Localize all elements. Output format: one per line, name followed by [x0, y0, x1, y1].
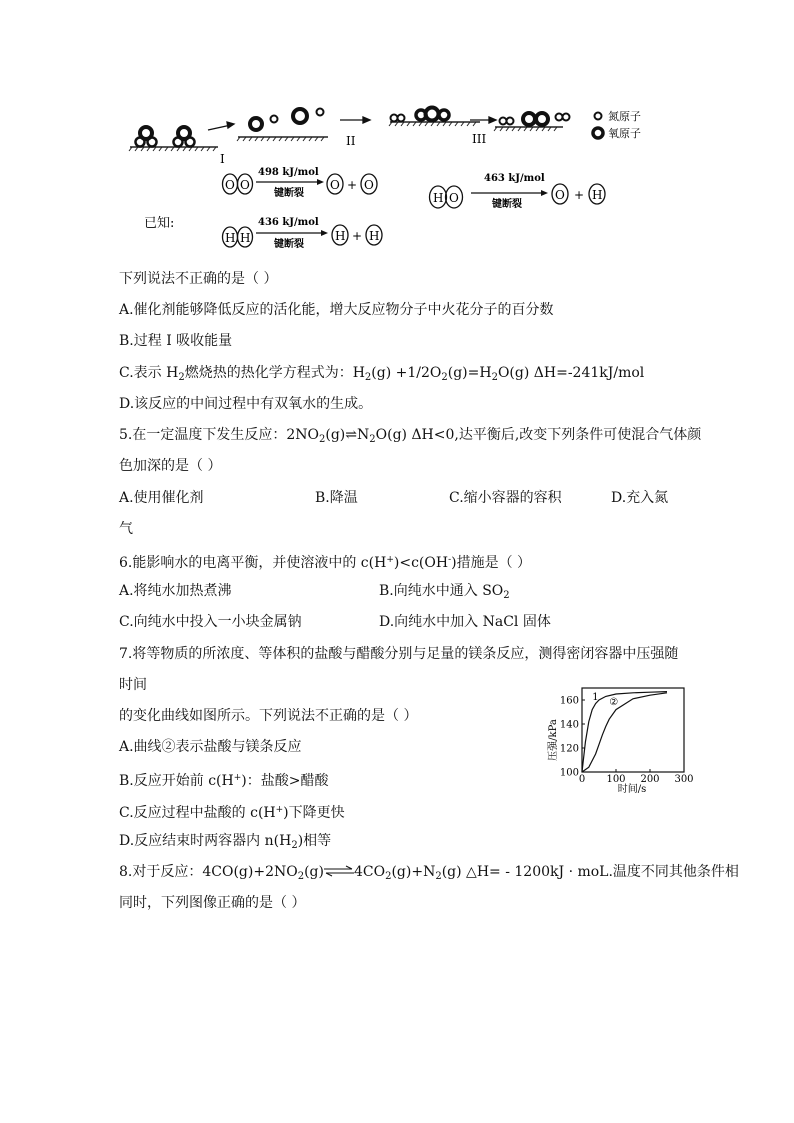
- q5-option-d-wrap: 气: [119, 521, 133, 537]
- svg-text:键断裂: 键断裂: [274, 239, 304, 250]
- known-label: 已知:: [144, 216, 175, 231]
- svg-text:O: O: [555, 188, 565, 202]
- q6-stem: 6.能影响水的电离平衡，并使溶液中的 c(H+)<c(OH-)措施是（ ）: [119, 555, 532, 571]
- bond-energy-ho: 463 kJ/mol: [484, 173, 545, 184]
- q7-option-b: B.反应开始前 c(H+)：盐酸>醋酸: [119, 773, 329, 789]
- x-tick-label: 0: [578, 774, 586, 785]
- q4-option-c: C.表示 $H_2$燃烧热的热化学方程式为：$H_2(g) +1/2O_2(g)=H_2O(g)$ ΔH=-241kJ/mol: [119, 365, 645, 383]
- x-tick-label: 200: [640, 774, 660, 785]
- q7-stem-line1: 7.将等物质的所浓度、等体积的盐酸与醋酸分别与足量的镁条反应，测得密闭容器中压强随: [119, 646, 679, 662]
- legend-oxygen: 氧原子: [608, 127, 641, 140]
- svg-text:O: O: [240, 178, 250, 192]
- svg-text:H: H: [433, 191, 444, 205]
- series-label-1: 1: [592, 692, 599, 703]
- q6-option-b: B.向纯水中通入 $SO_2$: [379, 583, 510, 601]
- step-label-3: III: [472, 132, 487, 146]
- chart-x-label: 时间/s: [617, 784, 647, 795]
- q5-option-c: C.缩小容器的容积: [449, 490, 562, 506]
- svg-text:H: H: [335, 229, 346, 243]
- y-tick-label: 160: [559, 695, 579, 707]
- svg-text:+: +: [352, 229, 363, 243]
- pressure-time-chart: [544, 680, 694, 795]
- step-label-2: II: [346, 134, 356, 148]
- bond-energy-hh: 436 kJ/mol: [258, 217, 319, 228]
- q7-option-d: D.反应结束时两容器内 $n(H_2)$相等: [119, 833, 332, 851]
- q4-option-a: A.催化剂能够降低反应的活化能，增大反应物分子中火花分子的百分数: [119, 302, 554, 318]
- svg-text:H: H: [592, 188, 603, 202]
- chart-y-label: 压强/kPa: [548, 719, 559, 761]
- svg-text:O: O: [449, 191, 459, 205]
- svg-text:H: H: [240, 231, 251, 245]
- reaction-mechanism-figure: [128, 95, 653, 250]
- svg-text:+: +: [347, 178, 358, 192]
- series-label-2: ②: [609, 696, 619, 708]
- q5-option-d: D.充入氮: [611, 490, 669, 506]
- q6-option-a: A.将纯水加热煮沸: [119, 583, 232, 599]
- q5-option-b: B.降温: [315, 490, 358, 506]
- q5-option-a: A.使用催化剂: [119, 490, 204, 506]
- svg-text:O: O: [364, 178, 374, 192]
- y-tick-label: 140: [559, 719, 579, 731]
- svg-text:键断裂: 键断裂: [492, 199, 522, 210]
- step-label-1: I: [220, 152, 225, 166]
- svg-text:+: +: [574, 188, 585, 202]
- q4-option-d: D.该反应的中间过程中有双氧水的生成。: [119, 396, 373, 412]
- x-tick-label: 300: [674, 774, 694, 785]
- q6-option-c: C.向纯水中投入一小块金属钠: [119, 614, 302, 630]
- y-tick-label: 100: [559, 767, 579, 779]
- y-tick-label: 120: [559, 743, 579, 755]
- svg-text:O: O: [225, 178, 235, 192]
- q5-stem-line1: 5.在一定温度下发生反应：$2NO_2(g)\rightleftharpoons N_2O(g)$ ΔH<0,达平衡后,改变下列条件可使混合气体颜: [119, 427, 702, 445]
- q4-option-b: B.过程 I 吸收能量: [119, 333, 233, 349]
- legend-nitrogen: 氮原子: [608, 110, 641, 123]
- q7-stem-line2: 时间: [119, 677, 147, 693]
- q4-stem: 下列说法不正确的是（ ）: [119, 271, 278, 287]
- x-tick-label: 100: [606, 774, 626, 785]
- q8-stem-line1: 8.对于反应：$4CO(g)+2NO_2(g)$ $4CO_2(g)+N_2(g)$ △H= - 1200kJ · moL.温度不同其他条件相: [119, 864, 739, 882]
- svg-text:键断裂: 键断裂: [274, 188, 304, 199]
- q7-option-c: C.反应过程中盐酸的 c(H+)下降更快: [119, 805, 345, 821]
- q7-stem-line3: 的变化曲线如图所示。下列说法不正确的是（ ）: [119, 708, 418, 724]
- q8-stem-line2: 同时，下列图像正确的是（ ）: [119, 895, 306, 911]
- q6-option-d: D.向纯水中加入 NaCl 固体: [379, 614, 551, 630]
- svg-text:H: H: [369, 229, 380, 243]
- equilibrium-arrow-icon: [324, 865, 354, 877]
- q5-stem-line2: 色加深的是（ ）: [119, 458, 222, 474]
- bond-energy-oo: 498 kJ/mol: [258, 167, 319, 178]
- svg-text:O: O: [330, 178, 340, 192]
- svg-text:H: H: [225, 231, 236, 245]
- q7-option-a: A.曲线②表示盐酸与镁条反应: [119, 739, 302, 755]
